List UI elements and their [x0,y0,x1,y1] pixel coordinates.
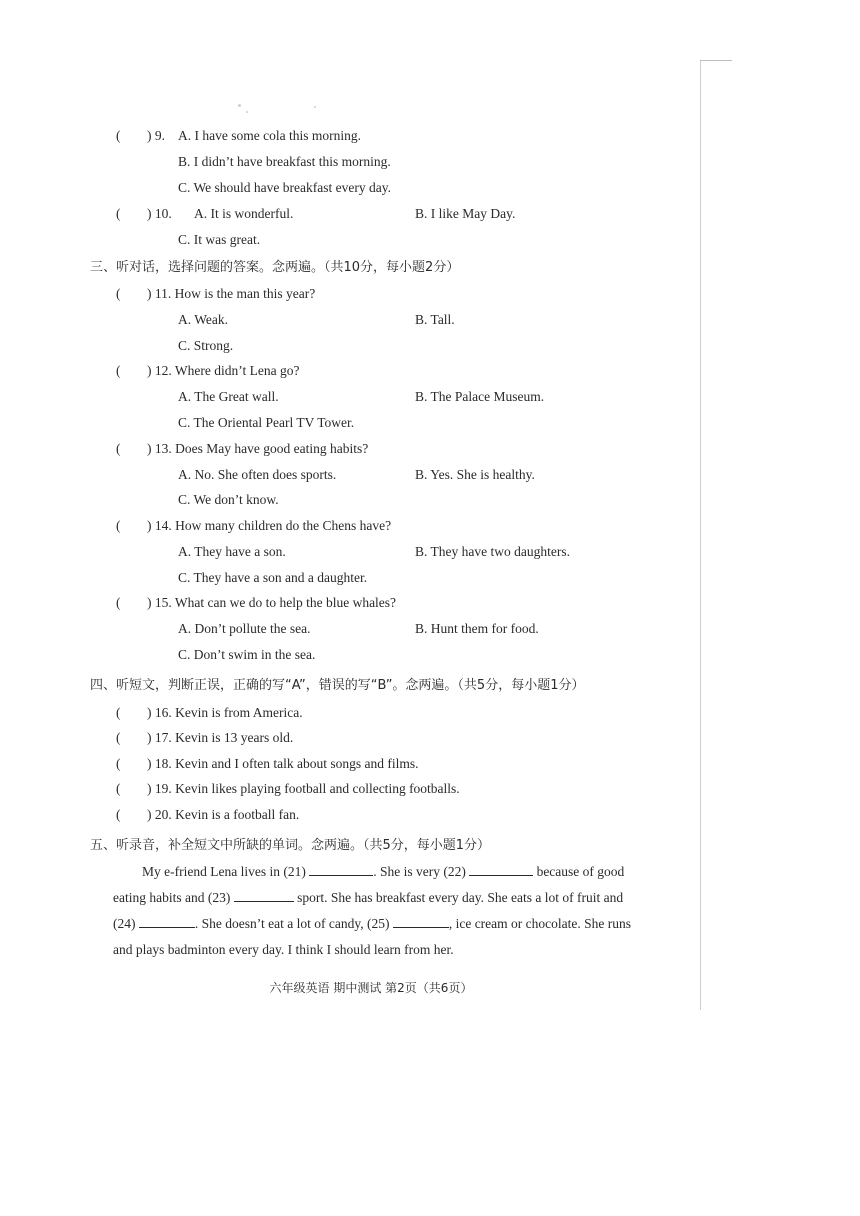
section-5-heading: 五、听录音，补全短文中所缺的单词。念两遍。（共5分，每小题1分） [90,838,491,853]
option-c: C. It was great. [178,232,261,247]
answer-paren[interactable]: ( [116,595,121,610]
answer-paren[interactable]: ( [116,781,121,796]
question-text: ) 13. Does May have good eating habits? [147,441,369,456]
option-b: B. Tall. [415,312,455,327]
option-c: C. They have a son and a daughter. [178,570,368,585]
statement-text: ) 19. Kevin likes playing football and collecting footballs. [147,781,460,796]
option-b: B. Hunt them for food. [415,621,539,636]
blank-22[interactable] [469,863,533,876]
scan-speck [314,106,316,108]
question-text: ) 15. What can we do to help the blue whales? [147,595,397,610]
passage-text: . She is very (22) [373,864,466,879]
option-b: B. Yes. She is healthy. [415,467,535,482]
blank-24[interactable] [139,915,195,928]
answer-paren[interactable]: ( [116,441,121,456]
option-a: A. They have a son. [178,544,286,559]
option-a: A. The Great wall. [178,389,279,404]
scan-speck [246,111,248,113]
page-footer: 六年级英语 期中测试 第2页（共6页） [269,981,473,995]
blank-25[interactable] [393,915,449,928]
option-a: A. Don’t pollute the sea. [178,621,311,636]
question-number: ) 9. [147,128,165,143]
option-c: C. Don’t swim in the sea. [178,647,316,662]
section-3-heading: 三、听对话，选择问题的答案。念两遍。（共10分，每小题2分） [90,260,460,275]
scan-edge-line [700,60,701,1010]
statement-text: ) 17. Kevin is 13 years old. [147,730,294,745]
answer-paren[interactable]: ( [116,286,121,301]
passage-text: . She doesn’t eat a lot of candy, (25) [194,916,390,931]
statement-text: ) 18. Kevin and I often talk about songs and films. [147,756,419,771]
passage-text: because of good [536,864,625,879]
answer-paren[interactable]: ( [116,128,121,143]
option-c: C. We should have breakfast every day. [178,180,391,195]
option-c: C. We don’t know. [178,492,279,507]
answer-paren[interactable]: ( [116,363,121,378]
scan-edge-tick [700,60,732,61]
statement-text: ) 16. Kevin is from America. [147,705,303,720]
option-a: A. It is wonderful. [194,206,294,221]
passage-text: (24) [113,916,136,931]
passage-text: sport. She has breakfast every day. She eats a lot of fruit and [297,890,624,905]
option-b: B. I like May Day. [415,206,516,221]
answer-paren[interactable]: ( [116,756,121,771]
answer-paren[interactable]: ( [116,705,121,720]
option-a: A. I have some cola this morning. [178,128,361,143]
section-4-heading: 四、听短文，判断正误，正确的写“A”，错误的写“B”。念两遍。（共5分，每小题1分） [90,678,585,693]
question-text: ) 11. How is the man this year? [147,286,316,301]
answer-paren[interactable]: ( [116,518,121,533]
option-b: B. The Palace Museum. [415,389,545,404]
passage-line-3 [113,915,655,933]
question-text: ) 12. Where didn’t Lena go? [147,363,300,378]
passage-line-1 [113,863,655,881]
option-a: A. Weak. [178,312,229,327]
blank-21[interactable] [309,863,373,876]
question-number: ) 10. [147,206,172,221]
scan-speck [238,104,241,107]
question-text: ) 14. How many children do the Chens have? [147,518,392,533]
passage-text: My e-friend Lena lives in (21) [142,864,306,879]
passage-line-2 [113,889,655,907]
statement-text: ) 20. Kevin is a football fan. [147,807,300,822]
answer-paren[interactable]: ( [116,730,121,745]
answer-paren[interactable]: ( [116,807,121,822]
passage-text: eating habits and (23) [113,890,231,905]
passage-text: , ice cream or chocolate. She runs [448,916,631,931]
option-c: C. Strong. [178,338,234,353]
option-b: B. They have two daughters. [415,544,570,559]
option-a: A. No. She often does sports. [178,467,337,482]
blank-23[interactable] [234,889,294,902]
option-c: C. The Oriental Pearl TV Tower. [178,415,355,430]
passage-line-4: and plays badminton every day. I think I should learn from her. [113,942,454,957]
answer-paren[interactable]: ( [116,206,121,221]
option-b: B. I didn’t have breakfast this morning. [178,154,391,169]
